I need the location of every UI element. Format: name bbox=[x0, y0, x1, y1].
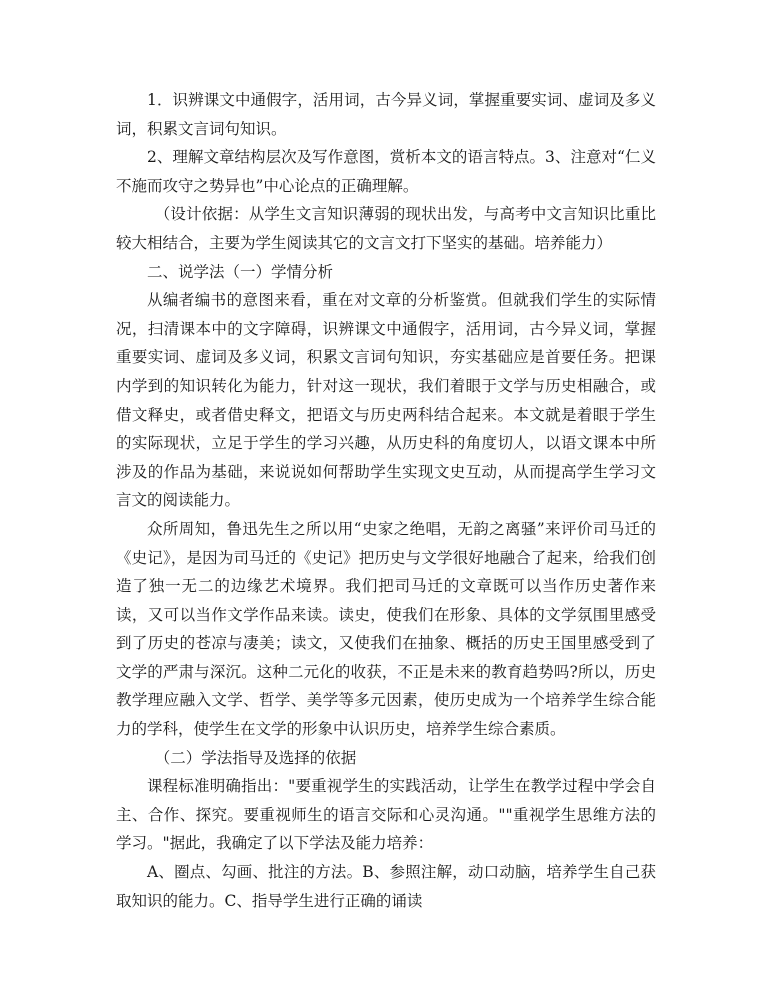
section-heading-method-guidance: （二）学法指导及选择的依据 bbox=[154, 748, 357, 767]
objective-paragraph-1: 1．识辨课文中通假字，活用词，古今异义词，掌握重要实词、虚词及多义词，积累文言词句知识。 bbox=[116, 91, 656, 138]
curriculum-standard-paragraph: 课程标准明确指出："要重视学生的实践活动，让学生在教学过程中学会自主、合作、探究。要重视师生的语言交际和心灵沟通。""重视学生思维方法的学习。"据此，我确定了以下学法及能力培养： bbox=[116, 777, 656, 853]
shiji-paragraph: 众所周知，鲁迅先生之所以用“史家之绝唱，无韵之离骚”来评价司马迁的《史记》，是因为司马迁的《史记》把历史与文学很好地融合了起来，给我们创造了独一无二的边缘艺术境界。我们把司马迁的文章既可以当作历史著作来读，又可以当作文学作品来读。读史，使我们在形象、具体的文学氛围里感受到了历史的苍凉与凄美；读文，又使我们在抽象、概括的历史王国里感受到了文学的严肃与深沉。这种二元化的收获，不正是未来的教育趋势吗?所以，历史教学理应融入文学、哲学、美学等多元因素，使历史成为一个培养学生综合能力的学科，使学生在文学的形象中认识历史，培养学生综合素质。 bbox=[116, 519, 656, 739]
design-basis-paragraph: （设计依据：从学生文言知识薄弱的现状出发，与高考中文言知识比重比较大相结合，主要为学生阅读其它的文言文打下坚实的基础。培养能力） bbox=[116, 205, 656, 252]
section-heading-learning-analysis: 二、说学法（一）学情分析 bbox=[147, 262, 334, 281]
methods-list-paragraph: A、圈点、勾画、批注的方法。B、参照注解，动口动脑，培养学生自己获取知识的能力。C、指导学生进行正确的诵读 bbox=[116, 863, 656, 910]
objective-paragraph-2: 2、理解文章结构层次及写作意图，赏析本文的语言特点。3、注意对“仁义不施而攻守之势异也”中心论点的正确理解。 bbox=[116, 148, 656, 195]
learning-analysis-paragraph: 从编者编书的意图来看，重在对文章的分析鉴赏。但就我们学生的实际情况，扫清课本中的文字障碍，识辨课文中通假字，活用词，古今异义词，掌握重要实词、虚词及多义词，积累文言词句知识，夯实基础应是首要任务。把课内学到的知识转化为能力，针对这一现状，我们着眼于文学与历史相融合，或借文释史，或者借史释文，把语文与历史两科结合起来。本文就是着眼于学生的实际现状，立足于学生的学习兴趣，从历史科的角度切人，以语文课本中所涉及的作品为基础，来说说如何帮助学生实现文史互动，从而提高学生学习文言文的阅读能力。 bbox=[116, 291, 656, 510]
document-body bbox=[116, 86, 656, 915]
